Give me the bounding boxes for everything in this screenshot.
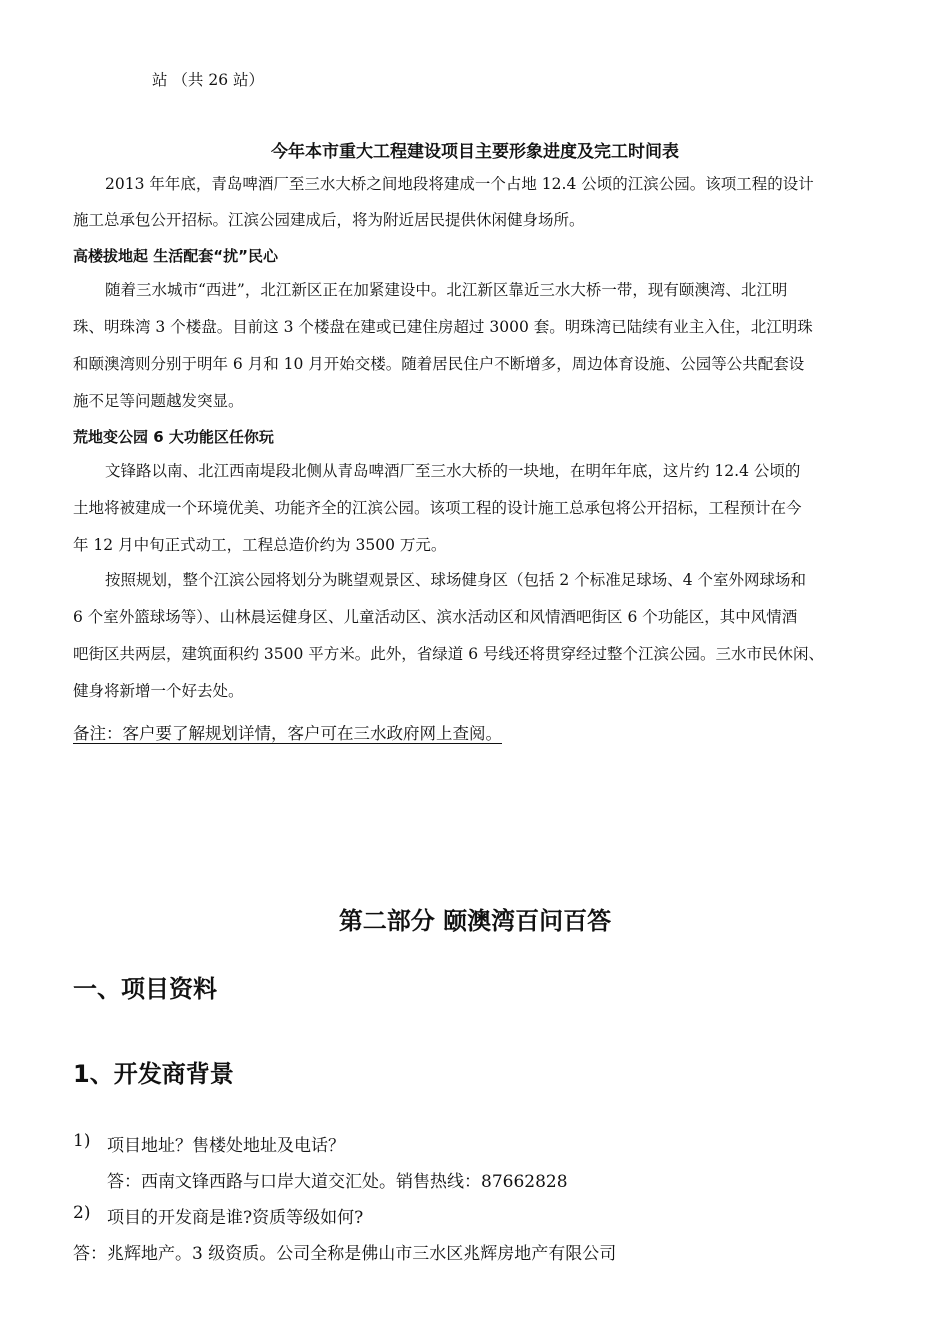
top-fragment-text: 站 （共 26 站） xyxy=(152,71,265,89)
heading-project-info: 一、项目资料 xyxy=(73,975,217,1003)
part-title: 第二部分 颐澳湾百问百答 xyxy=(338,907,612,935)
subheading-1: 高楼拔地起 生活配套“扰”民心 xyxy=(73,247,278,265)
subheading-2: 荒地变公园 6 大功能区任你玩 xyxy=(73,428,274,446)
para1-line-1: 随着三水城市“西进”，北江新区正在加紧建设中。北江新区靠近三水大桥一带，现有颐澳湾、北江明 xyxy=(105,281,788,299)
intro-line-1: 2013 年年底，青岛啤酒厂至三水大桥之间地段将建成一个占地 12.4 公顷的江滨公园。该项工程的设计 xyxy=(105,175,814,193)
question-1-text: 项目地址？售楼处地址及电话？ xyxy=(107,1136,345,1156)
answer-2-text: 答：兆辉地产。3 级资质。公司全称是佛山市三水区兆辉房地产有限公司 xyxy=(73,1244,617,1264)
para2-line-2: 土地将被建成一个环境优美、功能齐全的江滨公园。该项工程的设计施工总承包将公开招标，工程预计在今 xyxy=(73,499,802,517)
answer-1-text: 答：西南文锋西路与口岸大道交汇处。销售热线：87662828 xyxy=(107,1172,568,1192)
question-1-number: 1) xyxy=(73,1131,91,1151)
para2-line-3: 年 12 月中旬正式动工，工程总造价约为 3500 万元。 xyxy=(73,536,447,554)
heading-developer-background: 1、开发商背景 xyxy=(73,1060,234,1088)
para3-line-4: 健身将新增一个好去处。 xyxy=(73,682,244,700)
para1-line-2: 珠、明珠湾 3 个楼盘。目前这 3 个楼盘在建或已建住房超过 3000 套。明珠湾已陆续有业主入住，北江明珠 xyxy=(73,318,813,336)
question-2-number: 2) xyxy=(73,1203,91,1223)
para3-line-3: 吧街区共两层，建筑面积约 3500 平方米。此外，省绿道 6 号线还将贯穿经过整个江滨公园。三水市民休闲、 xyxy=(73,645,825,663)
intro-line-2: 施工总承包公开招标。江滨公园建成后，将为附近居民提供休闲健身场所。 xyxy=(73,211,585,229)
para1-line-4: 施不足等问题越发突显。 xyxy=(73,392,244,410)
para3-line-2: 6 个室外篮球场等）、山林晨运健身区、儿童活动区、滨水活动区和风情酒吧街区 6 个功能区，其中风情酒 xyxy=(73,608,798,626)
section-title: 今年本市重大工程建设项目主要形象进度及完工时间表 xyxy=(271,142,679,162)
remark-note: 备注：客户要了解规划详情，客户可在三水政府网上查阅。 xyxy=(73,724,502,743)
question-2-text: 项目的开发商是谁?资质等级如何? xyxy=(107,1208,364,1228)
para3-line-1: 按照规划，整个江滨公园将划分为眺望观景区、球场健身区（包括 2 个标准足球场、4 个室外网球场和 xyxy=(105,571,807,589)
para2-line-1: 文锋路以南、北江西南堤段北侧从青岛啤酒厂至三水大桥的一块地，在明年年底，这片约 12.4 公顷的 xyxy=(105,462,801,480)
para1-line-3: 和颐澳湾则分别于明年 6 月和 10 月开始交楼。随着居民住户不断增多，周边体育设施、公园等公共配套设 xyxy=(73,355,805,373)
